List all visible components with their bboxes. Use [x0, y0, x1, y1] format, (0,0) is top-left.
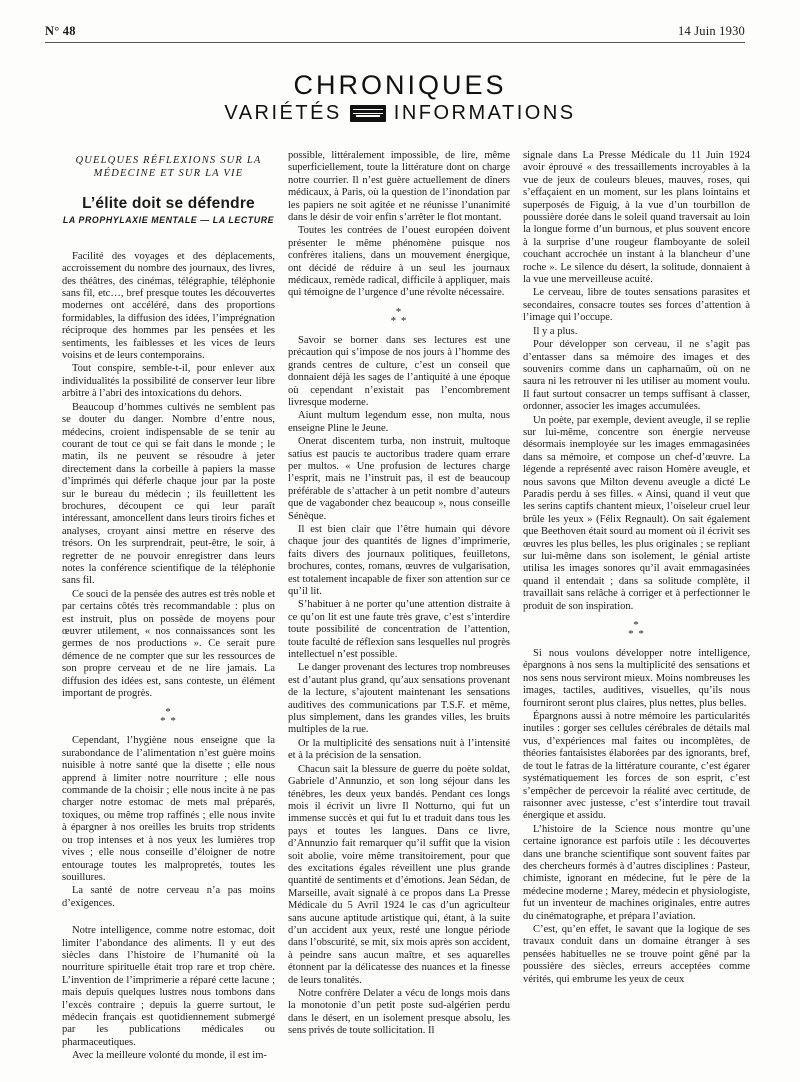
issue-number: N° 48	[45, 24, 76, 38]
column-3	[523, 150, 750, 987]
paragraph: Or la multiplicité des sensations nuit à l’intensité et à la précision de la sensation.	[288, 737, 510, 762]
paragraph: La santé de notre cerveau n’a pas moins d’exigences.	[62, 885, 275, 909]
paragraph: Aiunt multum legendum esse, non multa, nous enseigne Pline le Jeune.	[288, 410, 510, 434]
paragraph: Savoir se borner dans ses lectures est une précaution qui s’impose de nos jours à l’homme des grands centres de culture, c’est un conseil que donnaient déjà les sages de l’antiquité à une époque où cependant n’existait pas l’encombrement livresque moderne.	[288, 334, 510, 408]
header-rule	[45, 42, 745, 43]
column-2	[288, 150, 510, 1039]
paragraph: Chacun sait la blessure de guerre du poète soldat, Gabriele d’Annunzio, et son long séjour dans les ténèbres, les deux yeux bandés. Pendant ces longs mois il écrivit un livre Il Notturno, qui fut un immense succès et qui fut lu et traduit dans tous les pays et toutes les langues. Dans ce livre, d’Annunzio fait remarquer qu’il suffit que la vision soit abolie, voire même transitoirement, pour que des excitations égales réveillent une plus grande quantité de sentiments et d’émotions. Jean Sédan, de Marseille, avait signalé à ce propos dans La Presse Médicale du 5 Avril 1924 le cas d’un agriculteur sans aucune aptitude artistique qui, étant, à la suite d’un accident aux yeux, resté une longue période dans l’obscurité, se mit, six mois après son accident, à peindre sans aucun maître, et ses aquarelles étonnent par la délicatesse des nuances et la finesse de leurs tonalités.	[288, 763, 510, 986]
issue-date: 14 Juin 1930	[678, 24, 745, 38]
paragraph: Il y a plus.	[533, 325, 578, 337]
article-deck: LA PROPHYLAXIE MENTALE — LA LECTURE	[62, 215, 275, 226]
paragraph: Tout conspire, semble-t-il, pour enlever aux individualités la possibilité de conserver leur libre arbitre à l’abri des intoxications du dehors.	[62, 363, 275, 400]
paragraph: Il est bien clair que l’être humain qui dévore chaque jour des quantités de lignes d’imprimerie, faits divers des journaux politiques, feuilletons, brochures, contes, romans, œuvres de vulgarisation, est totalement incapable de fixer son attention sur ce qu’il lit.	[288, 523, 510, 597]
paragraph: Notre intelligence, comme notre estomac, doit limiter l’abondance des aliments. Il y eut des siècles dans l’histoire de l’humanité où la nourriture spirituelle était trop rare et trop chère. L’invention de l’imprimerie a réparé cette lacune ; mais depuis quelques lustres nous tombons dans l’excès contraire ; depuis la guerre surtout, le médecin français est quotidiennement submergé par les publications médicales ou pharmaceutiques.	[62, 925, 275, 1048]
masthead-title: CHRONIQUES	[293, 70, 507, 100]
paragraph: Un poète, par exemple, devient aveugle, il se replie sur lui-même, concentre son énergie nerveuse désormais inemployée sur les images emmagasinées dans sa mémoire, et compose un chef-d’œuvre. La légende a représenté avec raison Homère aveugle, et nous savons que Milton devenu aveugle a dicté Le Paradis perdu à ses filles. « Ainsi, quand il veut que les serins captifs chantent mieux, l’oiseleur cruel leur brûle les yeux » (Félix Regnault). On sait également que Beethoven était sourd au moment où il écrivit ses œuvres les plus belles, les plus originales ; se repliant sur lui-même dans son isolement, le génial artiste utilisa les images sonores qu’il avait emmagasinées quand il entendait ; dans sa solitude complète, il travaillait sans relâche à corriger et à perfectionner le produit de son inspiration.	[523, 414, 750, 612]
section-separator: * * *	[390, 305, 408, 327]
page-header	[45, 24, 745, 39]
article-kicker: QUELQUES RÉFLEXIONS SUR LA MÉDECINE ET SUR LA VIE	[75, 155, 262, 179]
paragraph: Le danger provenant des lectures trop nombreuses est d’autant plus grand, qu’aux sensations provenant de la lecture, s’ajoutent maintenant les sensations auditives des communications par T.S.F. et même, plus simplement, dans les grandes villes, les bruits multiples de la rue.	[288, 662, 510, 736]
paragraph: signale dans La Presse Médicale du 11 Juin 1924 avoir éprouvé « des tressaillements incroyables à la vue de jeux de couleurs bleues, mauves, roses, qui s’effaçaient en un moment, sur les plans lointains et superposés de Figuig, à la vue d’un tourbillon de poussière dorée dans le soleil quand traversait au loin la longue forme d’un burnous, et plus souvent encore à la surprise d’une rougeur flamboyante de soleil couchant accrochée un instant à la blancheur d’une roche ». Le silence du désert, la solitude, donnaient à la vue une merveilleuse acuité.	[523, 150, 750, 286]
masthead-logo-icon	[350, 105, 386, 122]
paragraph: Avec la meilleure volonté du monde, il est im-	[72, 1050, 267, 1062]
paragraph: Si nous voulons développer notre intelligence, épargnons à nos sens la multiplicité des sensations et nos sens nous serviront mieux. Moins nombreuses les images, tactiles, auditives, visuelles, qu’ils nous fourniront seront plus claires, plus nettes, plus belles.	[523, 648, 750, 709]
paragraph: Ce souci de la pensée des autres est très noble et par certains côtés très recommandable : plus on est instruit, plus on possède de moyens pour œuvrer utilement, « nos connaissances sont les germes de nos productions ». Ce serait pure démence de ne compter que sur les ressources de son propre cerveau et de ne lire jamais. La diffusion des idées est, sans conteste, un élément important de progrès.	[62, 588, 275, 700]
masthead	[0, 70, 800, 125]
masthead-subtitle	[0, 102, 800, 125]
paragraph: Facilité des voyages et des déplacements, accroissement du nombre des journaux, des livres, des théâtres, des cinémas, télégraphie, téléphonie sans fil, etc…, bref presque toutes les découvertes modernes ont accéléré, dans des proportions formidables, la diffusion des idées, l’imprégnation réciproque des hommes par les pensées et les sentiments, les faiblesses et les vices de leurs voisins et de leurs contemporains.	[62, 250, 275, 362]
paragraph: Onerat discentem turba, non instruit, multoque satius est paucis te auctoribus tradere quam errare per multos. « Une profusion de lectures charge l’esprit, mais ne l’instruit pas, il est de beaucoup préférable de s’attacher à un petit nombre d’auteurs que de vagabonder chez beaucoup », nous conseille Sénèque.	[288, 436, 510, 522]
paragraph: Épargnons aussi à notre mémoire les particularités inutiles : gorger ses cellules cérébrales de détails mal vus, d’expériences mal faites ou incomplètes, de théories fantaisistes élaborées par des ignorants, bref, de tout le fatras de la littérature courante, c’est égarer systématiquement les forces de son esprit, c’est s’empêcher de percevoir la réalité avec certitude, de raisonner avec justesse, c’est s’interdire tout travail énergique et assidu.	[523, 711, 750, 822]
section-separator: * * *	[628, 619, 645, 641]
masthead-right-word: INFORMATIONS	[393, 102, 576, 124]
paragraph: Pour développer son cerveau, il ne s’agit pas d’entasser dans sa mémoire des images et des souvenirs comme dans un capharnaüm, où on ne saura ni les retrouver ni les utiliser au moment voulu. Il faut surtout consacrer un temps suffisant à classer, ordonner, associer les images accumulées.	[523, 339, 750, 413]
paragraph: Le cerveau, libre de toutes sensations parasites et secondaires, consacre toutes ses forces d’attention à l’image qui l’occupe.	[523, 287, 750, 324]
article-headline: L’élite doit se défendre	[82, 195, 255, 212]
section-separator: * * *	[160, 706, 177, 728]
paragraph: Notre confrère Delater a vécu de longs mois dans la monotonie d’un petit poste sud-algérien perdu dans le désert, en un isolement presque absolu, les sens privés de toute sollicitation. Il	[288, 988, 510, 1037]
column-1	[62, 150, 275, 1064]
paragraph: Beaucoup d’hommes cultivés ne semblent pas se douter du danger. Nombre d’entre nous, médecins, croient indispensable de se tenir au courant de tout ce qui se fait dans le monde ; le matin, ils ne peuvent se résoudre à jeter directement dans la corbeille à papiers la masse d’imprimés qui déferle chaque jour par la poste sur le bureau du médecin ; ils feuillettent les brochures, découpent ce qui leur paraît intéressant, amoncellent dans leurs tiroirs fiches et analyses, croyant ainsi mettre en réserve des trésors. On les surprendrait, peut-être, le soir, à regretter de ne pouvoir enregistrer dans leurs notes la conférence scientifique de la téléphonie sans fil.	[62, 401, 275, 587]
masthead-left-word: VARIÉTÉS	[224, 102, 342, 124]
paragraph: possible, littéralement impossible, de lire, même superficiellement, toute la littérature dont on charge notre courrier. Il n’est guère actuellement de dîners médicaux, à Paris, où la question de l’inondation par les papiers ne soit agitée et ne réunisse l’unanimité dans le désir de voir enfin s’arrêter le flot montant.	[288, 150, 510, 224]
paragraph: S’habituer à ne porter qu’une attention distraite à ce qu’on lit est une faute très grave, c’est s’interdire toute possibilité de concentration de l’attention, toute faculté de réflexion sans lesquelles nul progrès intellectuel n’est possible.	[288, 599, 510, 661]
paragraph: L’histoire de la Science nous montre qu’une certaine ignorance est parfois utile : les découvertes dans une branche scientifique sont souvent faites par des chercheurs formés à d’autres disciplines : Pasteur, chimiste, ignorant en médecine, fut le père de la médecine moderne ; Marey, médecin et physiologiste, fut un inventeur de machines originales, entre autres du cinématographe, et prépara l’aviation.	[523, 823, 750, 922]
paragraph: Cependant, l’hygiène nous enseigne que la surabondance de l’alimentation n’est guère moins nuisible à notre santé que la disette ; elle nous apprend à limiter notre nourriture ; elle nous commande de la choisir ; elle nous incite à ne pas charger notre estomac de mets mal préparés, toxiques, ou même trop raffinés ; elle nous invite à épargner à nos oreilles les bruits trop stridents ou trop intenses et à nos yeux les lumières trop vives ; elle nous conseille d’éloigner de notre entourage toutes les malpropretés, toutes les souillures.	[62, 735, 275, 883]
paragraph: C’est, qu’en effet, le savant que la logique de ses travaux conduit dans un domaine étranger à ses pensées habituelles ne se trouve point gêné par la poussière des siècles, erreurs acceptées comme vérités, qui embrume les yeux de ceux	[523, 923, 750, 985]
paragraph: Toutes les contrées de l’ouest européen doivent présenter le même phénomène puisque nos confrères italiens, dans un mouvement énergique, ont décidé de réduire à un seul les journaux médicaux, remède radical, difficile à appliquer, mais qui témoigne de l’urgence d’une révolte nécessaire.	[288, 225, 510, 299]
